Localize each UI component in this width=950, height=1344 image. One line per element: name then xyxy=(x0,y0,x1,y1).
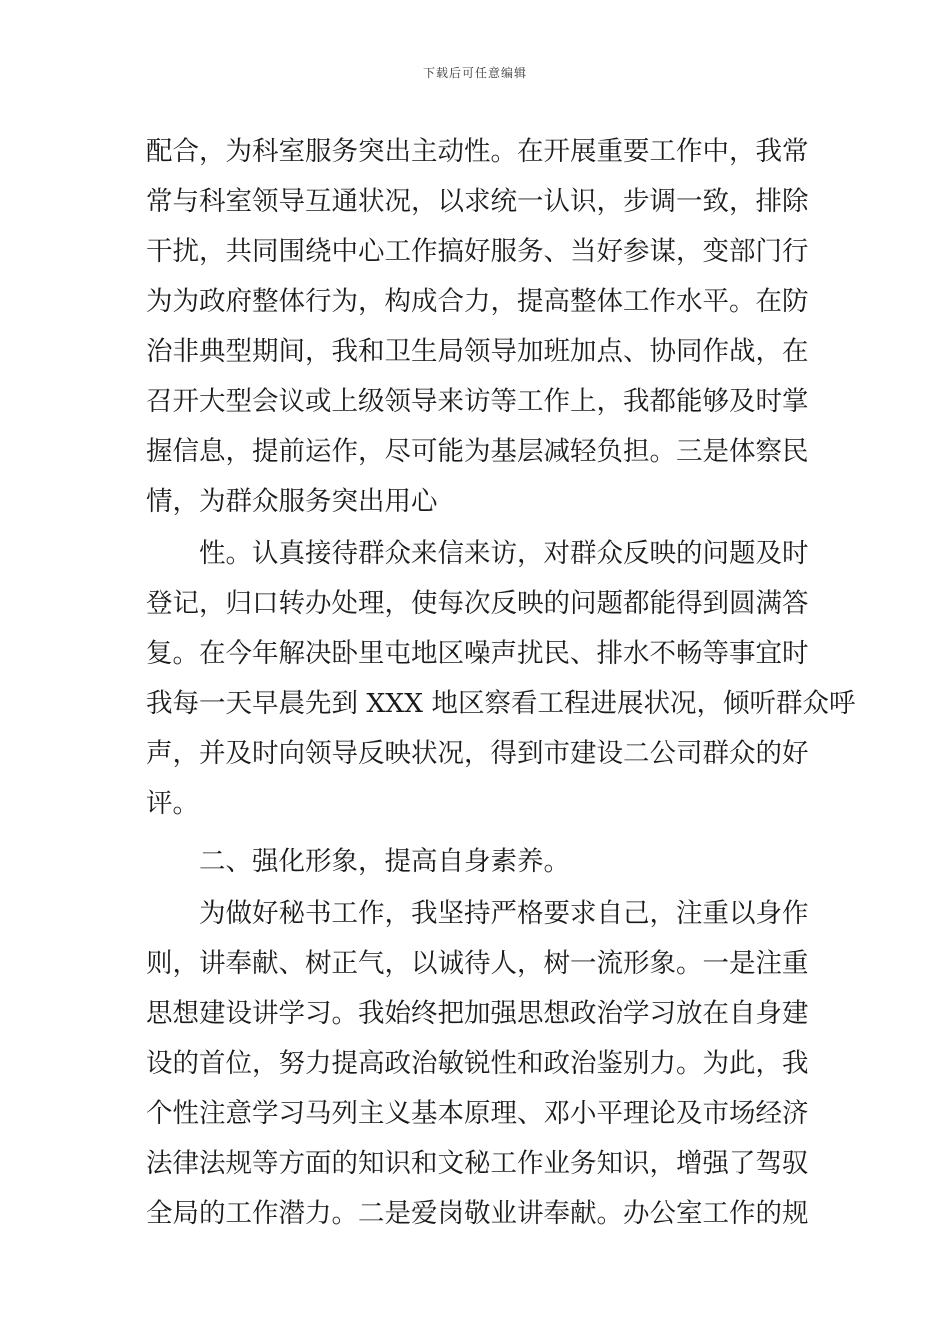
text-line: 常与科室领导互通状况，以求统一认识，步调一致，排除 xyxy=(146,186,809,217)
text-line: 法律法规等方面的知识和文秘工作业务知识，增强了驾驭 xyxy=(146,1148,809,1179)
paragraph-2 xyxy=(146,529,856,829)
text-line: 召开大型会议或上级领导来访等工作上，我都能够及时掌 xyxy=(146,386,809,417)
text-line: 全局的工作潜力。二是爱岗敬业讲奉献。办公室工作的规 xyxy=(146,1198,809,1229)
document-body xyxy=(146,127,856,1239)
text-line: 思想建设讲学习。我始终把加强思想政治学习放在自身建 xyxy=(146,998,809,1029)
page-header-note: 下载后可任意编辑 xyxy=(422,66,527,80)
paragraph-4 xyxy=(146,889,809,1239)
text-line: 治非典型期间，我和卫生局领导加班加点、协同作战，在 xyxy=(146,336,809,367)
text-line: 性。认真接待群众来信来访，对群众反映的问题及时 xyxy=(199,538,809,569)
text-line: 评。 xyxy=(146,788,199,819)
text-line: 配合，为科室服务突出主动性。在开展重要工作中，我常 xyxy=(146,136,809,167)
text-line: 声，并及时向领导反映状况，得到市建设二公司群众的好 xyxy=(146,738,809,769)
paragraph-1 xyxy=(146,127,809,527)
section-heading xyxy=(146,837,806,887)
text-line: 为做好秘书工作，我坚持严格要求自己，注重以身作 xyxy=(199,898,809,929)
text-line: 情，为群众服务突出用心 xyxy=(146,486,438,517)
text-line: 我每一天早晨先到 XXX 地区察看工程进展状况，倾听群众呼 xyxy=(146,688,856,719)
text-line: 握信息，提前运作，尽可能为基层减轻负担。三是体察民 xyxy=(146,436,809,467)
text-line: 为为政府整体行为，构成合力，提高整体工作水平。在防 xyxy=(146,286,809,317)
text-line: 设的首位，努力提高政治敏锐性和政治鉴别力。为此，我 xyxy=(146,1048,809,1079)
text-line: 登记，归口转办处理，使每次反映的问题都能得到圆满答 xyxy=(146,588,809,619)
text-line: 个性注意学习马列主义基本原理、邓小平理论及市场经济 xyxy=(146,1098,809,1129)
text-line: 干扰，共同围绕中心工作搞好服务、当好参谋，变部门行 xyxy=(146,236,809,267)
text-line: 则，讲奉献、树正气，以诚待人，树一流形象。一是注重 xyxy=(146,948,809,979)
heading-line: 二、强化形象，提高自身素养。 xyxy=(199,846,570,877)
text-line: 复。在今年解决卧里屯地区噪声扰民、排水不畅等事宜时 xyxy=(146,638,809,669)
